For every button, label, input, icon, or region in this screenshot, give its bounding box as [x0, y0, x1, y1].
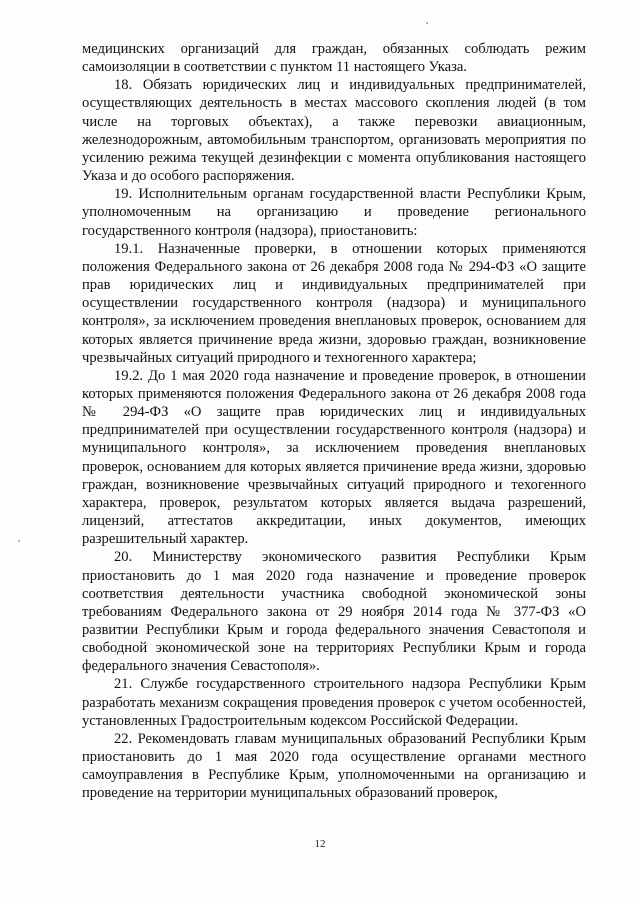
paragraph-19-2: 19.2. До 1 мая 2020 года назначение и проведение проверок, в отношении которых применяются положения Федерального закона от 26 декабря 2008 года № 294-ФЗ «О защите прав юридических лиц и индивидуальных предпринимателей при осуществлении государственного контроля (надзора) и муниципального контроля», за исключением проведения внеплановых проверок, основанием для которых является причинение вреда жизни, здоровью граждан, возникновение чрезвычайных ситуаций природного и техогенного характера, проверок, результатом которых является выдача разрешений, лицензий, аттестатов аккредитации, иных документов, имеющих разрешительный характер.	[82, 367, 586, 548]
page-number: 12	[314, 838, 326, 850]
paragraph-20: 20. Министерству экономического развития Республики Крым приостановить до 1 мая 2020 года назначение и проведение проверок соответствия деятельности участника свободной экономической зоны требованиям Федерального закона от 29 ноября 2014 года № 377-ФЗ «О развитии Республики Крым и города федерального значения Севастополя и свободной экономической зоне на территориях Республики Крым и города федерального значения Севастополя».	[82, 549, 586, 675]
paragraph-19-1: 19.1. Назначенные проверки, в отношении которых применяются положения Федерального закона от 26 декабря 2008 года № 294-ФЗ «О защите прав юридических лиц и индивидуальных предпринимателей при осуществлении государственного контроля (надзора) и муниципального контроля», за исключением проведения внеплановых проверок, основанием для которых является причинение вреда жизни, здоровью граждан, возникновение чрезвычайных ситуаций природного и техногенного характера;	[82, 240, 586, 366]
scan-speck	[18, 540, 20, 542]
document-body	[82, 40, 586, 803]
paragraph-18: 18. Обязать юридических лиц и индивидуальных предпринимателей, осуществляющих деятельность в местах массового скопления людей (в том числе на торговых объектах), а также перевозки авиационным, железнодорожным, автомобильным транспортом, организовать мероприятия по усилению режима текущей дезинфекции с момента опубликования настоящего Указа и до особого распоряжения.	[82, 77, 586, 185]
paragraph-21: 21. Службе государственного строительного надзора Республики Крым разработать механизм сокращения проведения проверок с учетом особенностей, установленных Градостроительным кодексом Российской Федерации.	[82, 676, 586, 729]
paragraph-continuation: медицинских организаций для граждан, обязанных соблюдать режим самоизоляции в соответствии с пунктом 11 настоящего Указа.	[82, 41, 586, 76]
paragraph-19: 19. Исполнительным органам государственной власти Республики Крым, уполномоченным на организацию и проведение регионального государственного контроля (надзора), приостановить:	[82, 186, 586, 239]
scan-speck	[426, 22, 428, 24]
paragraph-22: 22. Рекомендовать главам муниципальных образований Республики Крым приостановить до 1 мая 2020 года осуществление органами местного самоуправления в Республике Крым, уполномоченными на организацию и проведение на территории муниципальных образований проверок,	[82, 730, 586, 802]
